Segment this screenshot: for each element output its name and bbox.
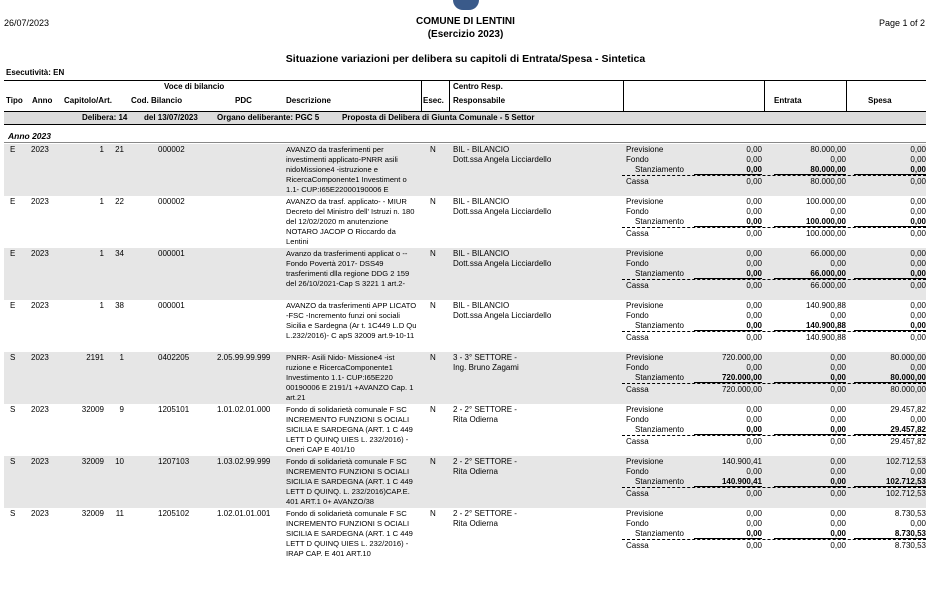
row-value-spesa: 0,00	[910, 415, 926, 424]
row-value-entrata: 0,00	[830, 415, 846, 424]
table-row	[4, 144, 926, 196]
row-tipo: S	[10, 405, 16, 414]
row-capitolo: 1	[99, 249, 104, 258]
row-responsabile: Dott.ssa Angela Licciardello	[453, 259, 552, 268]
row-esec: N	[430, 353, 436, 362]
anno-group-label: Anno 2023	[8, 131, 51, 141]
row-value-spesa: 0,00	[910, 207, 926, 216]
table-row	[4, 352, 926, 404]
col-capitolo: Capitolo/Art.	[64, 96, 112, 105]
row-value-spesa: 8.730,53	[894, 509, 926, 518]
row-responsabile: Rita Odierna	[453, 467, 498, 476]
row-capitolo: 1	[99, 145, 104, 154]
col-tipo: Tipo	[6, 96, 23, 105]
row-descrizione: AVANZO da trasferimenti APP LICATO -FSC -Incremento funzi oni sociali Sicilia e Sardegna (Ar t. 1C449 L.D Qu L.232/2016)- C apS 32009 art.9-10-11	[286, 301, 417, 340]
row-value-a: 0,00	[746, 155, 762, 164]
row-label: Cassa	[626, 385, 649, 394]
table-row	[4, 456, 926, 508]
row-cod-bilancio: 000002	[158, 197, 185, 206]
row-value-spesa: 0,00	[854, 321, 926, 331]
row-value-a: 0,00	[746, 541, 762, 550]
row-label: Stanziamento	[635, 165, 684, 174]
row-value-a: 0,00	[746, 207, 762, 216]
row-value-a: 0,00	[694, 217, 762, 227]
row-value-a: 0,00	[746, 301, 762, 310]
row-centro-resp: 2 - 2° SETTORE -	[453, 457, 517, 466]
row-value-a: 140.900,41	[694, 477, 762, 487]
row-descrizione: Avanzo da trasferimenti applicat o --Fondo Povertà 2017- DSS49 trasferimenti dlla regione DDG 2 159 del 26/10/2021-Cap S 3221 1 art.2-	[286, 249, 410, 288]
row-value-a: 0,00	[746, 363, 762, 372]
row-value-entrata: 0,00	[830, 155, 846, 164]
row-value-entrata: 140.900,88	[774, 321, 846, 331]
row-label: Stanziamento	[635, 321, 684, 330]
row-responsabile: Dott.ssa Angela Licciardello	[453, 207, 552, 216]
row-pdc: 2.05.99.99.999	[217, 353, 271, 362]
row-label: Cassa	[626, 281, 649, 290]
col-cod-bilancio: Cod. Bilancio	[131, 96, 183, 105]
row-centro-resp: 2 - 2° SETTORE -	[453, 509, 517, 518]
col-voce-di-bilancio: Voce di bilancio	[164, 82, 225, 91]
row-anno: 2023	[31, 405, 49, 414]
row-value-entrata: 0,00	[774, 529, 846, 539]
row-value-spesa: 0,00	[854, 217, 926, 227]
row-value-a: 0,00	[746, 489, 762, 498]
row-responsabile: Dott.ssa Angela Licciardello	[453, 155, 552, 164]
row-anno: 2023	[31, 353, 49, 362]
report-title: Situazione variazioni per delibera su capitoli di Entrata/Spesa - Sintetica	[285, 53, 646, 65]
row-value-spesa: 80.000,00	[890, 385, 926, 394]
row-label: Stanziamento	[635, 477, 684, 486]
row-value-entrata: 100.000,00	[805, 197, 846, 206]
row-responsabile: Rita Odierna	[453, 415, 498, 424]
row-esec: N	[430, 301, 436, 310]
row-label: Fondo	[626, 467, 649, 476]
row-anno: 2023	[31, 145, 49, 154]
row-value-entrata: 0,00	[830, 405, 846, 414]
row-label: Previsione	[626, 301, 664, 310]
row-value-spesa: 0,00	[910, 301, 926, 310]
row-label: Stanziamento	[635, 217, 684, 226]
row-value-a: 0,00	[746, 509, 762, 518]
row-pdc: 1.01.02.01.000	[217, 405, 271, 414]
col-descrizione: Descrizione	[286, 96, 331, 105]
row-value-spesa: 8.730,53	[854, 529, 926, 539]
row-value-a: 720.000,00	[694, 373, 762, 383]
row-value-spesa: 0,00	[910, 519, 926, 528]
row-label: Cassa	[626, 177, 649, 186]
row-value-entrata: 0,00	[830, 467, 846, 476]
row-value-a: 0,00	[746, 249, 762, 258]
row-value-entrata: 80.000,00	[774, 165, 846, 175]
row-value-spesa: 0,00	[910, 155, 926, 164]
comune-title: COMUNE DI LENTINI	[416, 16, 515, 27]
row-value-a: 0,00	[746, 437, 762, 446]
row-value-spesa: 29.457,82	[854, 425, 926, 435]
row-value-a: 0,00	[746, 519, 762, 528]
row-value-a: 0,00	[746, 311, 762, 320]
page-number: Page 1 of 2	[878, 18, 925, 28]
row-value-entrata: 140.900,88	[805, 333, 846, 342]
row-value-spesa: 29.457,82	[890, 405, 926, 414]
row-value-a: 0,00	[746, 259, 762, 268]
row-esec: N	[430, 457, 436, 466]
row-anno: 2023	[31, 301, 49, 310]
row-label: Fondo	[626, 363, 649, 372]
row-label: Stanziamento	[635, 529, 684, 538]
row-anno: 2023	[31, 197, 49, 206]
row-value-entrata: 80.000,00	[810, 177, 846, 186]
row-value-spesa: 0,00	[854, 165, 926, 175]
row-value-entrata: 100.000,00	[774, 217, 846, 227]
row-capitolo: 1	[99, 301, 104, 310]
row-label: Stanziamento	[635, 269, 684, 278]
row-value-entrata: 66.000,00	[810, 281, 846, 290]
row-value-spesa: 0,00	[910, 281, 926, 290]
row-responsabile: Ing. Bruno Zagami	[453, 363, 519, 372]
esercizio-label: (Esercizio 2023)	[427, 29, 504, 40]
row-value-a: 0,00	[746, 145, 762, 154]
row-value-spesa: 8.730,53	[894, 541, 926, 550]
row-value-a: 720.000,00	[721, 385, 762, 394]
row-centro-resp: BIL - BILANCIO	[453, 197, 510, 206]
row-descrizione: Fondo di solidarietà comunale F SC INCREMENTO FUNZIONI S OCIALI SICILIA E SARDEGNA (ART. 1 C 449 LETT D QUINQ UIES L. 232/2016) - Oneri CAP E 401/10	[286, 405, 413, 454]
row-cod-bilancio: 1207103	[158, 457, 190, 466]
row-cod-bilancio: 000001	[158, 301, 185, 310]
col-anno: Anno	[32, 96, 53, 105]
table-row	[4, 196, 926, 248]
row-articolo: 10	[115, 457, 124, 466]
row-value-a: 0,00	[746, 281, 762, 290]
row-value-entrata: 0,00	[830, 259, 846, 268]
row-value-spesa: 0,00	[910, 249, 926, 258]
row-value-spesa: 0,00	[910, 259, 926, 268]
row-cod-bilancio: 000001	[158, 249, 185, 258]
report-date: 26/07/2023	[4, 18, 50, 28]
col-spesa: Spesa	[868, 96, 892, 105]
row-value-spesa: 102.712,53	[885, 457, 926, 466]
row-articolo: 11	[115, 509, 124, 518]
col-responsabile: Responsabile	[453, 96, 506, 105]
row-capitolo: 32009	[81, 509, 104, 518]
row-tipo: S	[10, 353, 16, 362]
row-label: Cassa	[626, 541, 649, 550]
row-centro-resp: BIL - BILANCIO	[453, 249, 510, 258]
row-value-entrata: 0,00	[830, 509, 846, 518]
row-value-entrata: 0,00	[830, 541, 846, 550]
row-value-entrata: 0,00	[830, 385, 846, 394]
row-value-entrata: 0,00	[830, 363, 846, 372]
row-value-a: 0,00	[746, 229, 762, 238]
row-esec: N	[430, 509, 436, 518]
row-descrizione: Fondo di solidarietà comunale F SC INCREMENTO FUNZIONI S OCIALI SICILIA E SARDEGNA (ART. 1 C 449 LETT D QUINQ UIES L. 232/2016) - IRAP CAP. E 401 ART.10	[286, 509, 413, 558]
row-value-a: 0,00	[746, 177, 762, 186]
row-cod-bilancio: 0402205	[158, 353, 190, 362]
row-articolo: 34	[115, 249, 124, 258]
row-pdc: 1.02.01.01.001	[217, 509, 271, 518]
row-label: Previsione	[626, 509, 664, 518]
row-label: Cassa	[626, 229, 649, 238]
row-label: Fondo	[626, 259, 649, 268]
row-tipo: E	[10, 145, 16, 154]
row-tipo: S	[10, 509, 16, 518]
row-anno: 2023	[31, 509, 49, 518]
row-label: Stanziamento	[635, 373, 684, 382]
delibera-data: del 13/07/2023	[144, 113, 198, 122]
row-cod-bilancio: 000002	[158, 145, 185, 154]
row-value-entrata: 0,00	[830, 311, 846, 320]
row-centro-resp: 3 - 3° SETTORE -	[453, 353, 517, 362]
row-capitolo: 32009	[81, 457, 104, 466]
row-label: Previsione	[626, 353, 664, 362]
row-label: Fondo	[626, 207, 649, 216]
row-value-a: 720.000,00	[721, 353, 762, 362]
row-value-entrata: 0,00	[830, 353, 846, 362]
row-descrizione: Fondo di solidarietà comunale F SC INCREMENTO FUNZIONI S OCIALI SICILIA E SARDEGNA (ART. 1 C 449 LETT D QUINQ. L. 232/2016)CAP.E. 401 ART.1 0+ AVANZO/38	[286, 457, 413, 506]
row-value-entrata: 66.000,00	[774, 269, 846, 279]
row-value-a: 0,00	[746, 405, 762, 414]
col-pdc: PDC	[235, 96, 252, 105]
row-value-a: 0,00	[746, 467, 762, 476]
row-value-spesa: 102.712,53	[854, 477, 926, 487]
row-label: Previsione	[626, 405, 664, 414]
row-tipo: E	[10, 197, 16, 206]
row-capitolo: 32009	[81, 405, 104, 414]
row-tipo: E	[10, 249, 16, 258]
col-esec: Esec.	[423, 96, 444, 105]
row-value-spesa: 0,00	[910, 467, 926, 476]
row-value-entrata: 0,00	[830, 489, 846, 498]
row-value-entrata: 66.000,00	[810, 249, 846, 258]
row-descrizione: PNRR- Asili Nido- Missione4 -ist ruzione e RicercaComponente1 Investimento 1.1- CUP:I65E220 00190006 E 2191/1 +AVANZO Cap. 1 art.21	[286, 353, 414, 402]
comune-crest-icon	[453, 0, 479, 10]
row-articolo: 22	[115, 197, 124, 206]
row-value-entrata: 0,00	[774, 373, 846, 383]
row-value-spesa: 0,00	[910, 311, 926, 320]
row-value-a: 0,00	[746, 333, 762, 342]
row-value-entrata: 0,00	[774, 477, 846, 487]
row-value-spesa: 102.712,53	[885, 489, 926, 498]
row-esec: N	[430, 197, 436, 206]
row-value-a: 0,00	[694, 425, 762, 435]
row-articolo: 38	[115, 301, 124, 310]
row-esec: N	[430, 249, 436, 258]
row-label: Fondo	[626, 155, 649, 164]
row-value-entrata: 0,00	[830, 457, 846, 466]
row-centro-resp: BIL - BILANCIO	[453, 145, 510, 154]
row-label: Cassa	[626, 489, 649, 498]
row-descrizione: AVANZO da trasferimenti per investimenti applicato-PNRR asili nidoMissione4 -istruzione e RicercaComponente1 Investiment o 1.1- CUP:I65E22000190006 E	[286, 145, 407, 194]
row-value-spesa: 0,00	[910, 229, 926, 238]
row-esec: N	[430, 405, 436, 414]
table-row	[4, 404, 926, 456]
row-value-a: 0,00	[694, 165, 762, 175]
row-value-spesa: 80.000,00	[854, 373, 926, 383]
row-value-entrata: 0,00	[774, 425, 846, 435]
row-tipo: E	[10, 301, 16, 310]
row-label: Fondo	[626, 519, 649, 528]
row-value-entrata: 100.000,00	[805, 229, 846, 238]
col-centro-resp: Centro Resp.	[453, 82, 503, 91]
row-cod-bilancio: 1205101	[158, 405, 190, 414]
table-row	[4, 300, 926, 352]
row-value-spesa: 29.457,82	[890, 437, 926, 446]
row-responsabile: Rita Odierna	[453, 519, 498, 528]
table-row	[4, 508, 926, 560]
delibera-bar	[4, 112, 926, 124]
row-tipo: S	[10, 457, 16, 466]
row-value-a: 0,00	[694, 321, 762, 331]
row-value-entrata: 0,00	[830, 207, 846, 216]
row-label: Previsione	[626, 197, 664, 206]
row-value-a: 0,00	[746, 415, 762, 424]
row-value-entrata: 0,00	[830, 519, 846, 528]
row-esec: N	[430, 145, 436, 154]
row-value-spesa: 0,00	[854, 269, 926, 279]
row-cod-bilancio: 1205102	[158, 509, 190, 518]
row-label: Previsione	[626, 457, 664, 466]
row-value-entrata: 140.900,88	[805, 301, 846, 310]
row-value-a: 0,00	[694, 529, 762, 539]
row-value-entrata: 0,00	[830, 437, 846, 446]
row-anno: 2023	[31, 249, 49, 258]
row-label: Stanziamento	[635, 425, 684, 434]
row-anno: 2023	[31, 457, 49, 466]
delibera-proposta: Proposta di Delibera di Giunta Comunale - 5 Settor	[342, 113, 535, 122]
row-capitolo: 1	[99, 197, 104, 206]
row-value-spesa: 80.000,00	[890, 353, 926, 362]
esecutivita-label: Esecutività: EN	[6, 68, 65, 77]
col-entrata: Entrata	[774, 96, 802, 105]
row-label: Fondo	[626, 415, 649, 424]
table-row	[4, 248, 926, 300]
row-value-a: 0,00	[746, 197, 762, 206]
row-value-spesa: 0,00	[910, 177, 926, 186]
row-label: Cassa	[626, 333, 649, 342]
row-articolo: 21	[115, 145, 124, 154]
row-descrizione: AVANZO da trasf. applicato- - MIUR Decreto del Ministro dell' Istruzi n. 180 del 12/02/2020 m anutenzione NOTARO JACOP O Riccardo da Lentini	[286, 197, 415, 246]
delibera-organo: Organo deliberante: PGC 5	[217, 113, 320, 122]
row-value-spesa: 0,00	[910, 145, 926, 154]
row-label: Fondo	[626, 311, 649, 320]
row-value-a: 0,00	[694, 269, 762, 279]
delibera-numero: Delibera: 14	[82, 113, 128, 122]
row-value-spesa: 0,00	[910, 363, 926, 372]
row-label: Previsione	[626, 145, 664, 154]
row-value-a: 140.900,41	[721, 457, 762, 466]
row-value-spesa: 0,00	[910, 333, 926, 342]
row-responsabile: Dott.ssa Angela Licciardello	[453, 311, 552, 320]
row-centro-resp: 2 - 2° SETTORE -	[453, 405, 517, 414]
row-label: Previsione	[626, 249, 664, 258]
row-value-spesa: 0,00	[910, 197, 926, 206]
row-articolo: 9	[119, 405, 124, 414]
row-pdc: 1.03.02.99.999	[217, 457, 271, 466]
row-capitolo: 2191	[86, 353, 104, 362]
row-centro-resp: BIL - BILANCIO	[453, 301, 510, 310]
row-value-entrata: 80.000,00	[810, 145, 846, 154]
row-articolo: 1	[119, 353, 124, 362]
row-label: Cassa	[626, 437, 649, 446]
